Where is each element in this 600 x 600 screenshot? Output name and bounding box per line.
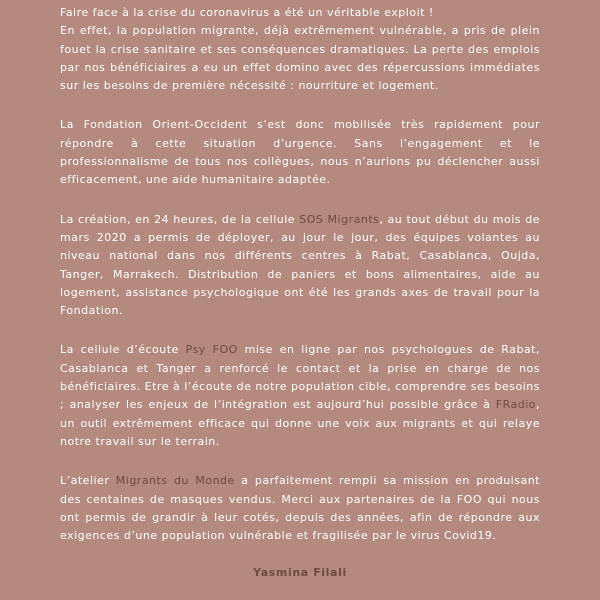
sos-text-before: La création, en 24 heures, de la cellule [60, 212, 300, 226]
intro-body: En effet, la population migrante, déjà extrêmement vulnérable, a pris de plein fouet la crise sanitaire et ses conséquences dramatiques. La perte des emplois par nos bénéficiaires a eu un effet domino avec des répercussions immédiates sur les besoins de première nécessité : nourriture et logement. [60, 24, 540, 93]
atelier-text-after: a parfaitement rempli sa mission en produisant des centaines de masques vendus. Merci aux partenaires de la FOO qui nous ont permis de grandir à leur cotés, depuis des années, afin de répondre aux exigences d’une population vulnérable et fragilisée par le virus Covid19. [60, 474, 540, 543]
intro-line: Faire face à la crise du coronavirus a été un véritable exploit ! [60, 6, 434, 19]
paragraph-sos-migrants [60, 211, 540, 321]
paragraph-intro [60, 4, 540, 95]
paragraph-psy-foo [60, 341, 540, 451]
sos-text-after: , au tout début du mois de mars 2020 a permis de déployer, au jour le jour, des équipes volantes au niveau national dans nos différents centres à Rabat, Casablanca, Oujda, Tanger, Marrakech. Distribution de paniers et bons alimentaires, aide au logement, assistance psychologique ont été les grands axes de travail pour la Fondation. [60, 212, 540, 318]
psy-foo-highlight: Psy FOO [185, 343, 238, 357]
psy-text-middle: mise en ligne par nos psychologues de Rabat, Casablanca et Tanger a renforcé le contact et la prise en charge de nos bénéficiaires. Etre à l’écoute de notre population cible, comprendre ses besoins ; analyser les enjeux de l’intégration est aujourd’hui possible grâce à [60, 343, 540, 412]
atelier-text-before: L’atelier [60, 474, 116, 488]
paragraph-foundation [60, 116, 540, 189]
foundation-text: La Fondation Orient-Occident s’est donc mobilisée très rapidement pour répondre à cette situation d’urgence. Sans l’engagement et le professionnalisme de tous nos collègues, nous n’aurions pu déclencher aussi efficacement, une aide humanitaire adaptée. [60, 118, 540, 187]
psy-text-after: , un outil extrêmement efficace qui donne une voix aux migrants et qui relaye notre travail sur le terrain. [60, 398, 540, 448]
paragraph-atelier [60, 472, 540, 545]
signature: Yasmina Filali [253, 566, 347, 580]
psy-text-before: La cellule d’écoute [60, 343, 186, 357]
fradio-highlight: FRadio [495, 398, 536, 412]
migrants-du-monde-highlight: Migrants du Monde [115, 474, 235, 488]
sos-migrants-highlight: SOS Migrants [299, 212, 380, 226]
